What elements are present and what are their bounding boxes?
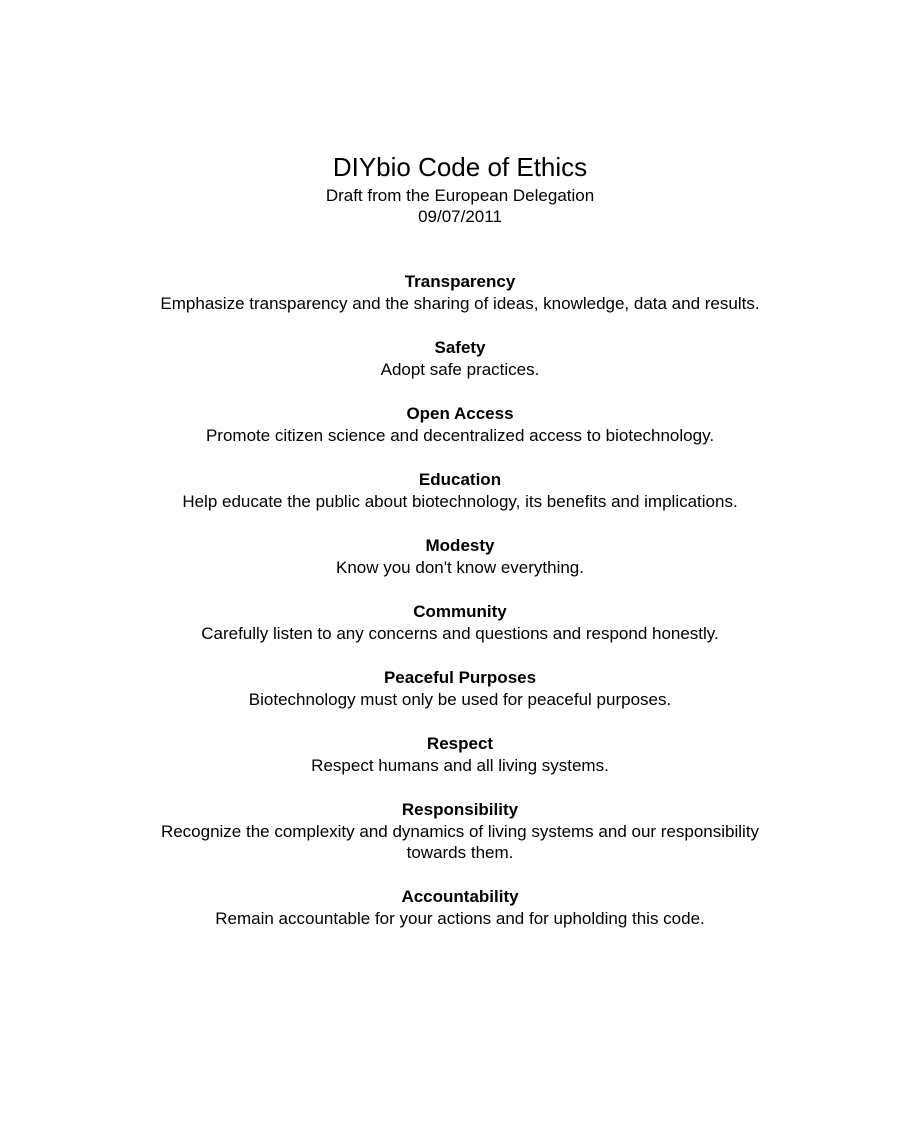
document-title: DIYbio Code of Ethics <box>332 152 588 182</box>
principle-community <box>0 602 920 644</box>
document-subtitle: Draft from the European Delegation <box>325 186 595 205</box>
principle-text: Recognize the complexity and dynamics of living systems and our responsibility towards them. <box>160 822 760 862</box>
principle-modesty <box>0 536 920 578</box>
principle-heading: Safety <box>434 338 486 357</box>
principle-respect <box>0 734 920 776</box>
principle-heading: Community <box>413 602 507 621</box>
principle-text: Emphasize transparency and the sharing of ideas, knowledge, data and results. <box>160 294 760 313</box>
principle-heading: Peaceful Purposes <box>383 668 537 687</box>
principle-peaceful-purposes <box>0 668 920 710</box>
principle-text: Remain accountable for your actions and for upholding this code. <box>215 909 705 928</box>
principle-heading: Modesty <box>425 536 495 555</box>
principle-text: Respect humans and all living systems. <box>311 756 609 775</box>
principle-heading: Responsibility <box>401 800 519 819</box>
principle-text: Carefully listen to any concerns and questions and respond honestly. <box>201 624 719 643</box>
principle-heading: Respect <box>426 734 494 753</box>
principle-education <box>0 470 920 512</box>
principle-transparency <box>0 272 920 314</box>
principle-text: Know you don't know everything. <box>335 558 584 577</box>
principle-text: Biotechnology must only be used for peaceful purposes. <box>248 690 672 709</box>
principle-text: Adopt safe practices. <box>380 360 540 379</box>
principle-text: Help educate the public about biotechnology, its benefits and implications. <box>182 492 738 511</box>
principle-responsibility <box>0 800 920 863</box>
principle-open-access <box>0 404 920 446</box>
principle-heading: Education <box>418 470 502 489</box>
principle-heading: Open Access <box>406 404 514 423</box>
principle-heading: Transparency <box>404 272 516 291</box>
principle-heading: Accountability <box>401 887 519 906</box>
principle-safety <box>0 338 920 380</box>
principle-text: Promote citizen science and decentralized access to biotechnology. <box>205 426 715 445</box>
document-date: 09/07/2011 <box>418 207 502 226</box>
principles-list <box>0 272 920 953</box>
principle-accountability <box>0 887 920 929</box>
